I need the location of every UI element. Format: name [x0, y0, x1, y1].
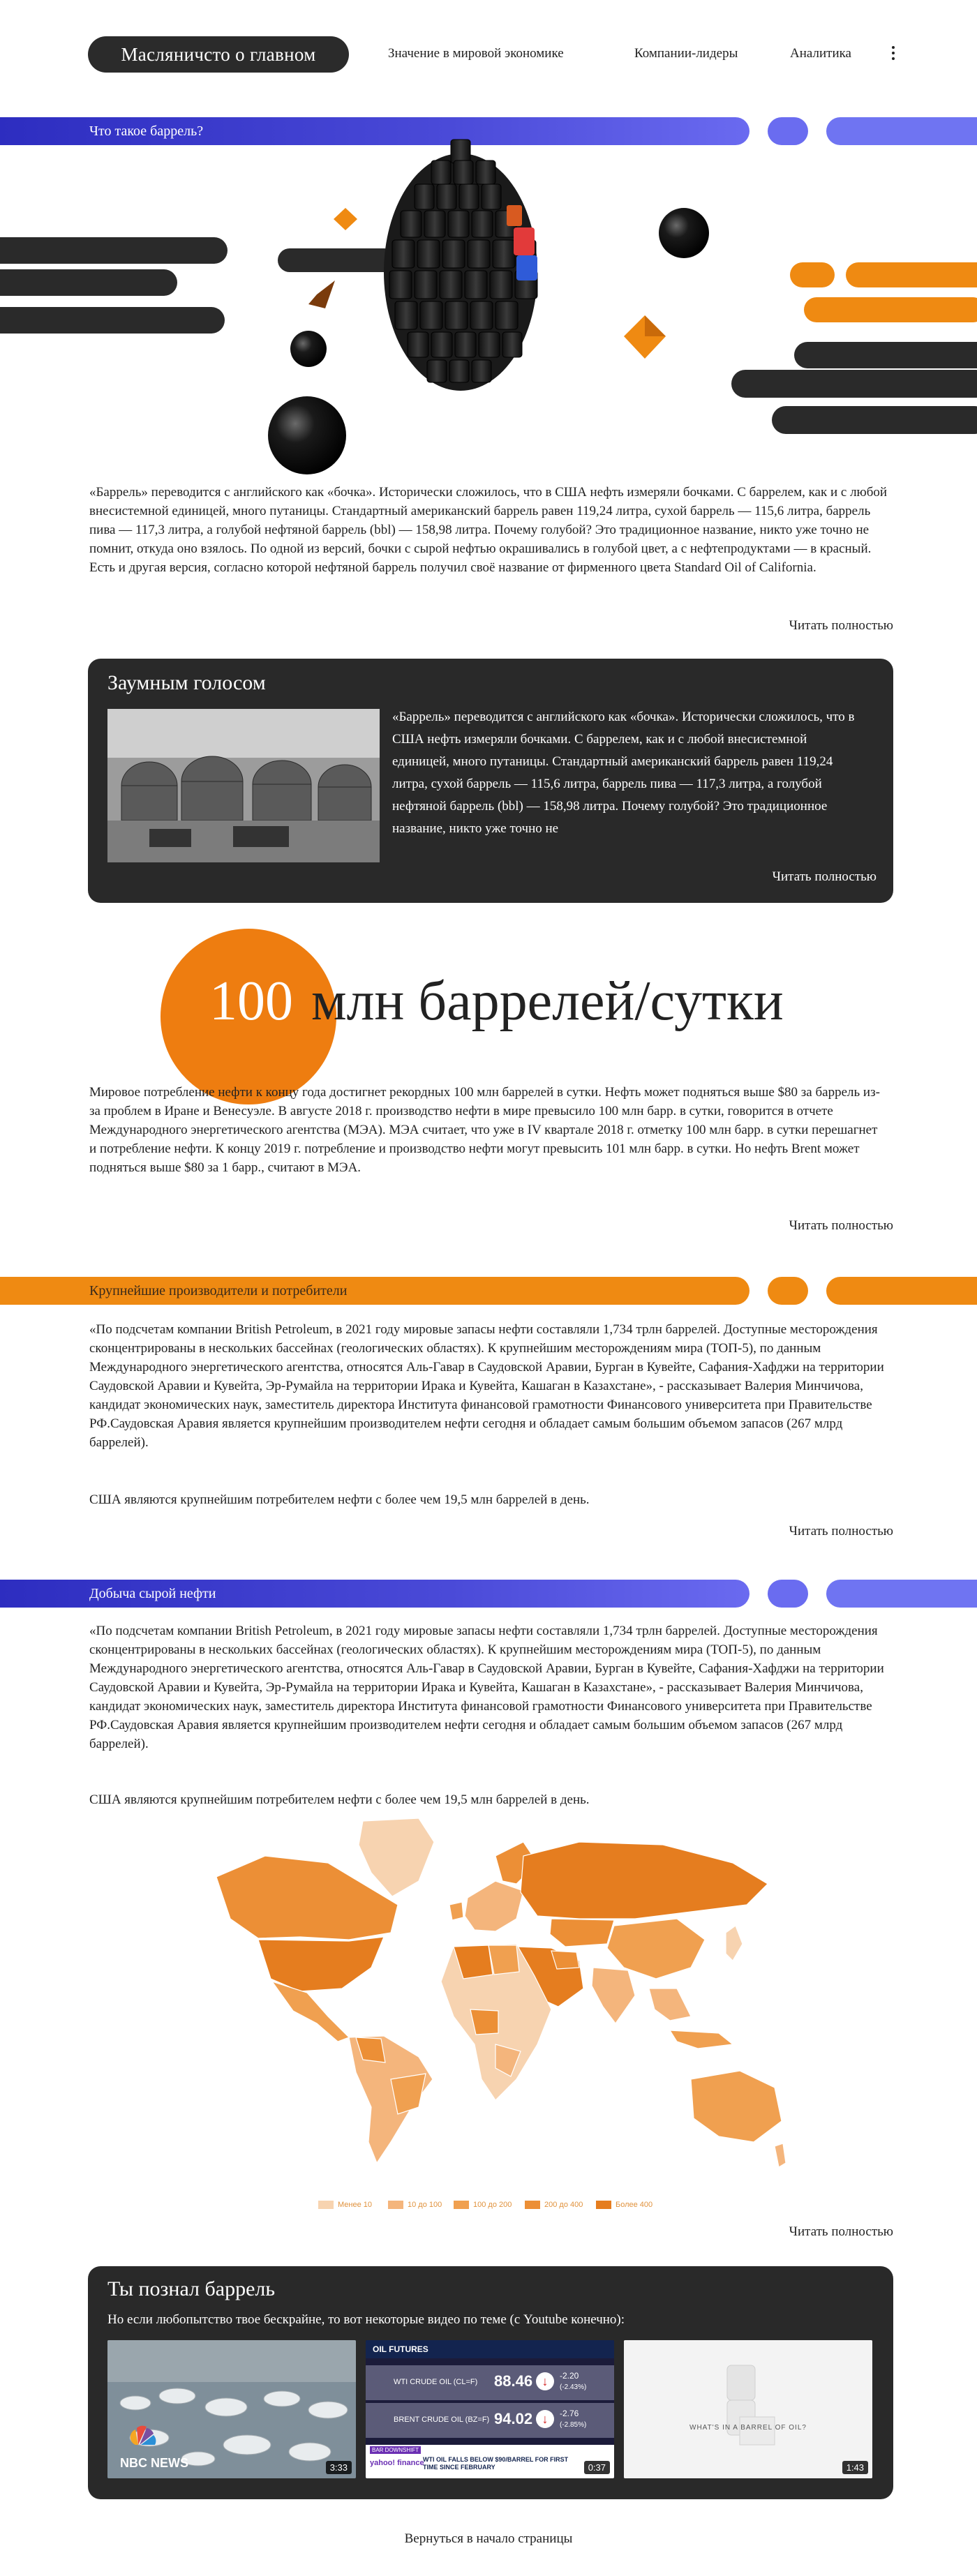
video-thumbnail-1[interactable]: [107, 2340, 356, 2478]
card-subtitle: Но если любопытство твое бескрайне, то вот некоторые видео по теме (с Youtube конечно):: [107, 2312, 625, 2327]
more-menu-icon[interactable]: [890, 45, 896, 61]
section-title: Крупнейшие производители и потребители: [89, 1283, 348, 1298]
nav-economy[interactable]: Значение в мировой экономике: [388, 46, 564, 61]
hero-barrel-illustration: [0, 133, 977, 474]
section-producers-text: «По подсчетам компании British Petroleum, в 2021 году мировые запасы нефти составляли 1,734 трлн баррелей. Доступные месторождения сконцентрированы в нескольких бассейнах (геологических областях). К крупнейшим месторождениям мира (ТОП-5), по данным Международного энергетического агентства, относятся Аль-Гавар в Саудовской Аравии, Бурган в Кувейте, Сафания-Хафджи на территории Саудовской Аравии и Кувейта, Эр-Румайла на территории Ирака и Кувейта, Кашаган в Казахстане», - рассказывает Валерия Минчичова, кандидат экономических наук, заместитель директора Института финансовой грамотности Финансового университета при Правительстве РФ.Саудовская Аравия является крупнейшим производителем нефти сегодня и обладает самым большим объемом запасов (267 млрд баррелей).: [89, 1322, 884, 1450]
section-bar-extraction: [0, 1580, 977, 1608]
legend-item: Более 400: [596, 2201, 652, 2209]
world-oil-production-map: [188, 1814, 789, 2191]
brand-logo-button[interactable]: Масляничсто о главном: [88, 36, 349, 73]
card-expert-voice: [88, 659, 893, 903]
site-header: [0, 0, 977, 112]
legend-item: 10 до 100: [388, 2201, 442, 2209]
svg-text:NBC NEWS: NBC NEWS: [120, 2456, 188, 2470]
section-bar-pill: [768, 1580, 808, 1608]
video-duration: 3:33: [326, 2461, 352, 2474]
legend-item: Менее 10: [318, 2201, 372, 2209]
section-producers-text-2: США являются крупнейшим потребителем нефти с более чем 19,5 млн баррелей в день.: [89, 1492, 590, 1507]
down-arrow-icon: ↓: [536, 2410, 554, 2428]
readmore-link[interactable]: Читать полностью: [789, 1218, 893, 1233]
nav-companies[interactable]: Компании-лидеры: [634, 46, 738, 61]
section-title: Добыча сырой нефти: [89, 1586, 216, 1601]
section-bar-pill: [826, 1580, 977, 1608]
video-caption: WHAT'S IN A BARREL OF OIL?: [689, 2424, 807, 2432]
back-to-top-link[interactable]: Вернуться в начало страницы: [404, 2531, 573, 2546]
video-thumbnail-2[interactable]: [366, 2340, 614, 2478]
oil-storage-aerial-image: [107, 2340, 356, 2478]
section-extraction-text-2: США являются крупнейшим потребителем нефти с более чем 19,5 млн баррелей в день.: [89, 1792, 590, 1807]
readmore-link[interactable]: Читать полностью: [789, 1524, 893, 1538]
section-bar-producers: [0, 1277, 977, 1305]
video-duration: 1:43: [842, 2461, 868, 2474]
card-title: Заумным голосом: [107, 671, 266, 694]
section-barrel-text: «Баррель» переводится с английского как «бочка». Исторически сложилось, что в США нефть измеряли бочками. С баррелем, как и с любой внесистемной единицей, много путаницы. Стандартный американский баррель равен 119,24 литра, сухой баррель — 115,6 литра, баррель пива — 117,3 литра, а голубой нефтяной баррель (bbl) — 158,98 литра. Почему голубой? Это традиционное название, никто уже точно не помнит, откуда оно взялось. По одной из версий, бочки с сырой нефтью окрашивались в голубой цвет, а с нефтепродуктами — в красный. Есть и другая версия, согласно которой нефтяной баррель получил своё название от фирменного цвета Standard Oil of California.: [89, 485, 888, 575]
card-text: «Баррель» переводится с английского как «бочка». Исторически сложилось, что в США нефть измеряли бочками. С баррелем, как и с любой внесистемной единицей, много путаницы. Стандартный американский баррель равен 119,24 литра, сухой баррель — 115,6 литра, баррель пива — 117,3 литра, а голубой нефтяной баррель (bbl) — 158,98 литра. Почему голубой? Это традиционное название, никто уже точно не: [392, 710, 855, 836]
card-title: Ты познал баррель: [107, 2277, 276, 2300]
oil-futures-header: OIL FUTURES: [366, 2340, 614, 2358]
news-ticker: BAR DOWNSHIFT yahoo! finance WTI OIL FALLS BELOW $90/BARREL FOR FIRST TIME SINCE FEBRUARY: [366, 2445, 614, 2478]
down-arrow-icon: ↓: [536, 2372, 554, 2390]
stat-text: Мировое потребление нефти к концу года достигнет рекордных 100 млн баррелей в сутки. Нефть может подняться выше $80 за баррель из-за проблем в Иране и Венесуэле. В августе 2018 г. производство нефти в мире превысило 100 млн барр. в сутки, говорится в отчете Международного энергетического агентства (МЭА). МЭА считает, что уже в IV квартале 2018 г. отметку 100 млн барр. в сутки перешагнет и потребление нефти. К концу 2019 г. потребление и производство нефти могут превысить 101 млн барр. в сутки. Но нефть Brent может подняться выше $80 за 1 барр., считают в МЭА.: [89, 1085, 880, 1175]
section-title: Что такое баррель?: [89, 123, 204, 139]
nav-analytics[interactable]: Аналитика: [790, 46, 851, 61]
section-bar-pill: [826, 1277, 977, 1305]
stat-unit: млн баррелей/сутки: [311, 971, 784, 1032]
stat-number: 100: [209, 971, 293, 1032]
wti-row: WTI CRUDE OIL (CL=F) 88.46 ↓ -2.20 (-2.43%): [366, 2365, 614, 2400]
legend-item: 200 до 400: [525, 2201, 583, 2209]
readmore-link[interactable]: Читать полностью: [772, 869, 877, 884]
white-barrel-render-image: [624, 2340, 872, 2478]
readmore-link[interactable]: Читать полностью: [789, 2224, 893, 2239]
section-bar-pill: [768, 1277, 808, 1305]
video-duration: 0:37: [584, 2461, 610, 2474]
brent-row: BRENT CRUDE OIL (BZ=F) 94.02 ↓ -2.76 (-2.85%): [366, 2403, 614, 2438]
readmore-link[interactable]: Читать полностью: [789, 618, 893, 633]
legend-item: 100 до 200: [454, 2201, 512, 2209]
video-thumbnail-3[interactable]: [624, 2340, 872, 2478]
section-extraction-text: «По подсчетам компании British Petroleum, в 2021 году мировые запасы нефти составляли 1,734 трлн баррелей. Доступные месторождения сконцентрированы в нескольких бассейнах (геологических областях). К крупнейшим месторождениям мира (ТОП-5), по данным Международного энергетического агентства, относятся Аль-Гавар в Саудовской Аравии, Бурган в Кувейте, Сафания-Хафджи на территории Саудовской Аравии и Кувейта, Эр-Румайла на территории Ирака и Кувейта, Кашаган в Казахстане», - рассказывает Валерия Минчичова, кандидат экономических наук, заместитель директора Института финансовой грамотности Финансового университета при Правительстве РФ.Саудовская Аравия является крупнейшим производителем нефти сегодня и обладает самым большим объемом запасов (267 млрд баррелей).: [89, 1624, 884, 1751]
historic-oil-barrels-photo: [107, 709, 380, 862]
